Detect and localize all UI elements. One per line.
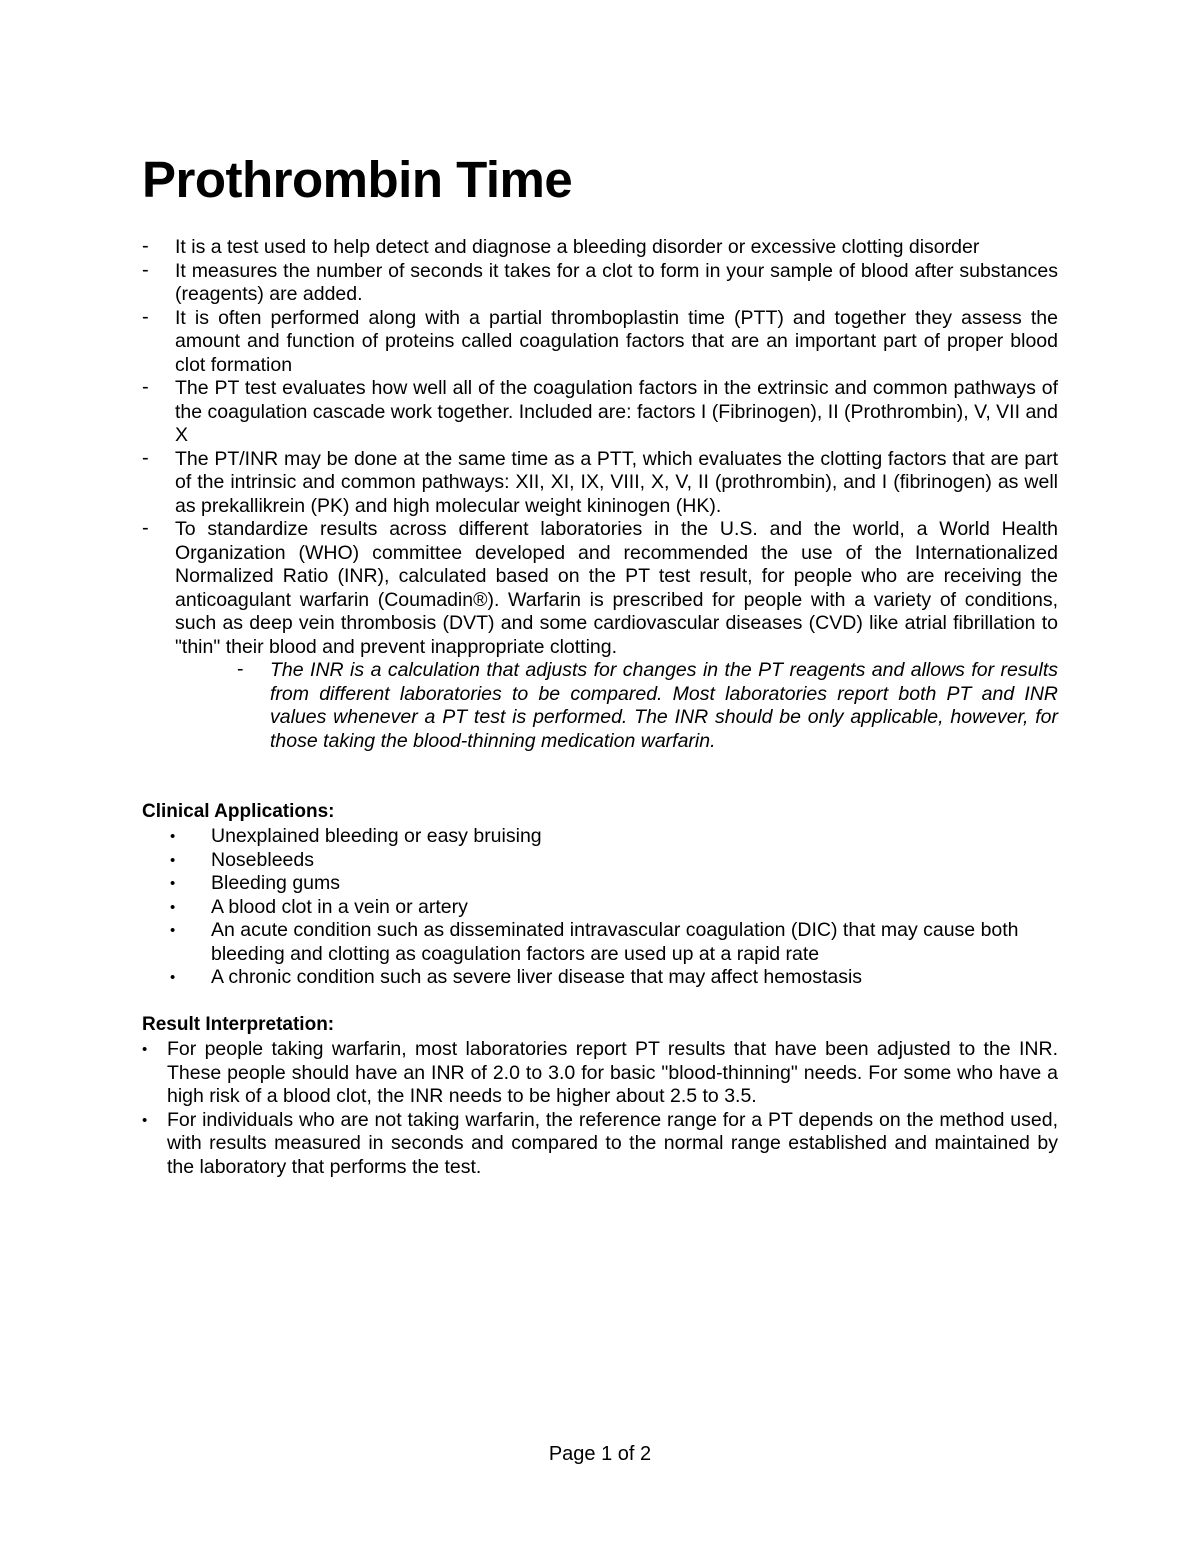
list-item-text: For people taking warfarin, most laboratories report PT results that have been adjusted to the INR. These people should have an INR of 2.0 to 3.0 for basic "blood-thinning" needs. For some who have a high risk of a blood clot, the INR needs to be higher about 2.5 to 3.5. (167, 1038, 1058, 1107)
list-item (142, 518, 1058, 753)
result-interpretation-list (142, 1038, 1058, 1179)
page-title: Prothrombin Time (142, 151, 573, 208)
list-item (142, 872, 1058, 896)
sub-list-item-text: The INR is a calculation that adjusts for changes in the PT reagents and allows for results from different laboratories to be compared. Most laboratories report both PT and INR values whenever a PT test is performed. The INR should be only applicable, however, for those taking the blood-thinning medication warfarin. (270, 659, 1058, 752)
list-item-text: For individuals who are not taking warfarin, the reference range for a PT depends on the method used, with results measured in seconds and compared to the normal range established and maintained by the laboratory that performs the test. (167, 1108, 1058, 1178)
list-item-text: It is a test used to help detect and diagnose a bleeding disorder or excessive clotting disorder (175, 236, 980, 258)
list-item-text: A chronic condition such as severe liver disease that may affect hemostasis (211, 966, 863, 988)
list-item (142, 919, 1058, 966)
dash-marker: - (142, 258, 149, 281)
list-item-text: It measures the number of seconds it takes for a clot to form in your sample of blood after substances (reagents) are added. (175, 259, 1058, 305)
clinical-applications-list (142, 825, 1058, 990)
list-item-text: Nosebleeds (211, 848, 314, 871)
list-item-text: An acute condition such as disseminated intravascular coagulation (DIC) that may cause both bleeding and clotting as coagulation factors are used up at a rapid rate (211, 919, 1019, 965)
list-item-text: A blood clot in a vein or artery (211, 895, 468, 918)
result-interpretation-heading: Result Interpretation: (142, 1014, 335, 1035)
dash-marker: - (142, 446, 149, 469)
dash-marker: - (142, 517, 149, 539)
bullet-marker: • (142, 1041, 148, 1058)
list-item (142, 236, 1058, 260)
list-item (142, 896, 1058, 920)
bullet-marker: • (142, 1111, 148, 1129)
dash-marker: - (142, 235, 149, 257)
list-item (142, 307, 1058, 378)
dash-marker: - (142, 305, 149, 328)
list-item (142, 377, 1058, 448)
intro-list (142, 236, 1058, 753)
list-item-text: It is often performed along with a partial thromboplastin time (PTT) and together they assess the amount and function of proteins called coagulation factors that are an important part of proper blood clot formation (175, 306, 1058, 376)
bullet-marker: • (170, 969, 176, 986)
list-item-text: Unexplained bleeding or easy bruising (211, 825, 542, 847)
list-item (142, 849, 1058, 873)
list-item (142, 448, 1058, 519)
page-number-footer: Page 1 of 2 (548, 1443, 652, 1465)
list-item (142, 1109, 1058, 1180)
bullet-marker: • (170, 851, 176, 869)
bullet-marker: • (170, 828, 176, 845)
inr-sub-list (175, 659, 1058, 753)
list-item (142, 825, 1058, 849)
list-item-text: The PT test evaluates how well all of the coagulation factors in the extrinsic and common pathways of the coagulation cascade work together. Included are: factors I (Fibrinogen), II (Prothrombin), V, VII and X (175, 377, 1058, 446)
list-item-text: The PT/INR may be done at the same time as a PTT, which evaluates the clotting factors that are part of the intrinsic and common pathways: XII, XI, IX, VIII, X, V, II (prothrombin), and I (fibrinogen) as well as prekallikrein (PK) and high molecular weight kininogen (HK). (175, 447, 1058, 517)
bullet-marker: • (170, 875, 176, 892)
list-item (142, 260, 1058, 307)
list-item-text: To standardize results across different laboratories in the U.S. and the world, a World Health Organization (WHO) committee developed and recommended the use of the Internationalized Normalized Ratio (INR), calculated based on the PT test result, for people who are receiving the anticoagulant warfarin (Coumadin®). Warfarin is prescribed for people with a variety of conditions, such as deep vein thrombosis (DVT) and some cardiovascular diseases (CVD) like atrial fibrillation to "thin" their blood and prevent inappropriate clotting. (175, 518, 1058, 658)
dash-marker: - (237, 658, 244, 680)
bullet-marker: • (170, 898, 176, 916)
bullet-marker: • (170, 922, 176, 939)
sub-list-item (175, 659, 1058, 753)
clinical-applications-heading: Clinical Applications: (142, 801, 335, 822)
list-item-text: Bleeding gums (211, 872, 340, 894)
dash-marker: - (142, 376, 149, 398)
list-item (142, 966, 1058, 990)
list-item (142, 1038, 1058, 1109)
